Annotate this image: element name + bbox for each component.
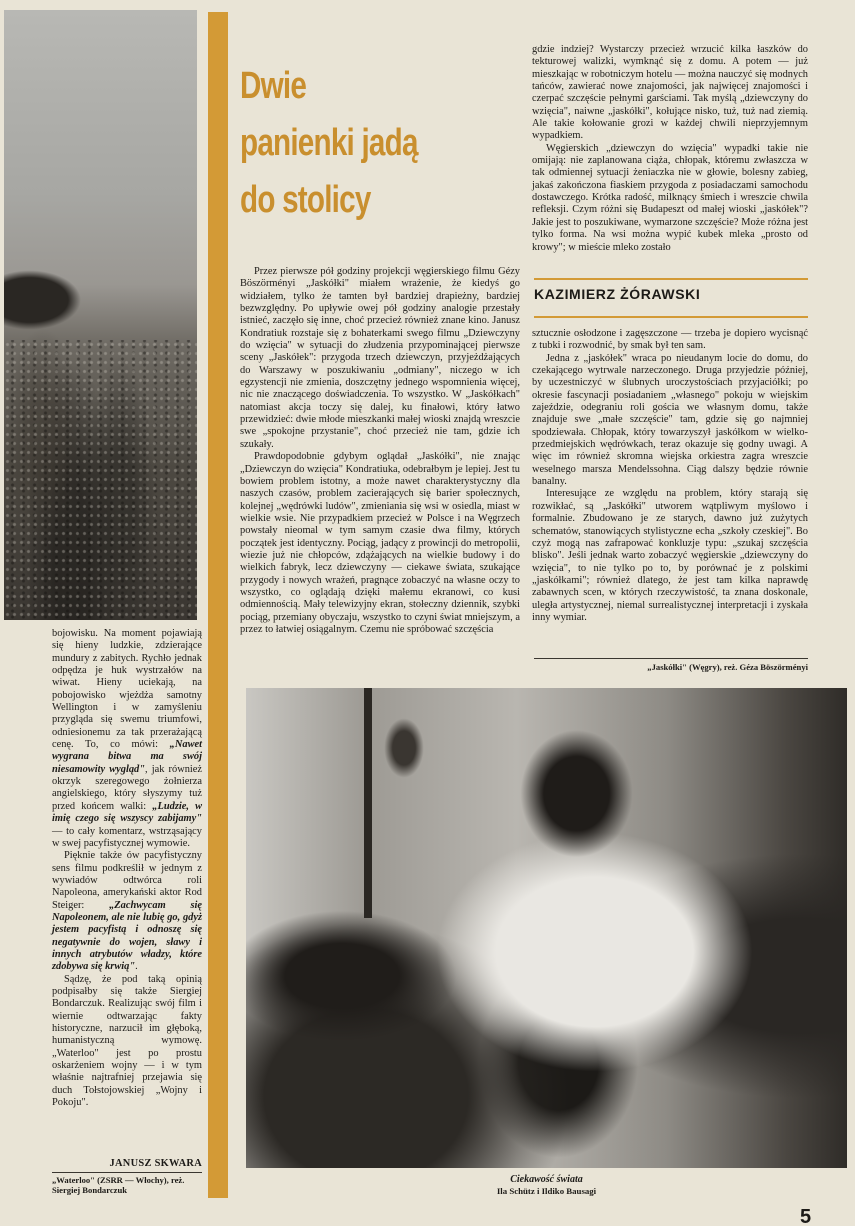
page-number: 5 — [800, 1206, 812, 1226]
title-line-1: Dwie — [240, 65, 307, 107]
article-paragraph: gdzie indziej? Wystarczy przecież wrzucić kilka łaszków do tekturowej walizki, wymknąć się z domu. A potem — już mieszkając w robotniczym hotelu — można nauczyć się modnych tańców, zawierać nowe znajomości, jak najwięcej znajomości i czerpać szczęście pełnymi garściami. Tak myślą „dziewczyny do wzięcia", naiwne „jaskółki", kołujące nisko, tuż, tuż nad ziemią. Ale takie kołowanie grozi w każdej chwili nieprzyjemnym wypadkiem. — [532, 44, 808, 142]
jaskolki-credit: „Jaskółki" (Węgry), reż. Géza Böszörményi — [647, 662, 808, 672]
review-paragraph-1 — [52, 628, 202, 850]
credit-rule — [52, 1172, 202, 1173]
credit-rule — [534, 658, 808, 659]
caption-names: Ila Schütz i Ildiko Bausagi — [496, 1186, 597, 1196]
waterloo-review-column — [52, 628, 202, 1109]
title-line-3: do stolicy — [240, 179, 371, 221]
article-right-column-top — [532, 44, 808, 254]
article-paragraph: Jedna z „jaskółek" wraca po nieudanym locie do domu, do czekającego wytrwale narzeczonego. Druga przyjedzie później, by uczestniczyć w ślubnych uroczystościach przyjaciółki; po okresie fascynacji posiadaniem „własnego" pokoju w wiejskim zajeździe, odegraniu roli gościa we własnym domu, także znajduje swe „małe szczęście" tam, gdzie się go najmniej spodziewała. Chłopak, który towarzyszył jaskółkom w wielko-przedmiejskich wędrówkach, teraz okazuje się godny uwagi. A więc im również skromna wiejska orkiestra zagra wreszcie weselnego marsza Mendelssohna. Ciąg dalszy będzie równie banalny. — [532, 352, 808, 488]
review-paragraph-2 — [52, 850, 202, 973]
quote-run: „Ludzie, w imię czego się wszyscy zabijamy" — [52, 800, 203, 825]
photo-lamp-post — [364, 688, 372, 918]
quote-run: „Nawet wygrana bitwa ma swój niesamowity wygląd" — [52, 739, 202, 775]
text-run: — to cały komentarz, wstrząsający w swej pacyfistycznej wymowie. — [52, 825, 202, 849]
photo-figure — [4, 265, 90, 335]
article-paragraph: Interesujące ze względu na problem, który starają się rozwikłać, są „Jaskółki" utworem wątpliwym myślowo i formalnie. Zbudowano je ze starych, dawno już zużytych schematów, stanowiących stylistyczne echa „szkoły czeskiej". Bo czyż mogą nas zafrapować konkluzje typu: „szukaj szczęścia blisko". Jeśli jednak warto zobaczyć węgierskie „dziewczyny do wzięcia", to nie tylko po to, by porównać je z polskimi „jaskółkami"; również dlatego, że jest tam kilka naprawdę zabawnych scen, w których rzeczywistość, ta znana doskonale, uległa artystycznej, niemal surrealistycznej interpretacji i zyskała inny wymiar. — [532, 488, 808, 623]
article-paragraph: sztucznie osłodzone i zagęszczone — trzeba je dopiero wycisnąć z tubki i rozwodnić, by smak był ten sam. — [532, 328, 808, 352]
article-paragraph: Węgierskich „dziewczyn do wzięcia" wypadki takie nie omijają: nie zaplanowana ciąża, chłopak, któremu zwłaszcza w tak odmiennej sytuacji żeniaczka nie w głowie, bolesny zabieg, jakaś zakończona fiaskiem przygoda z posiadaczami samochodu dostawczego. Krótka radość, milknący śmiech i wreszcie chwila refleksji. Czym różni się Budapeszt od małej wioski „jaskółek"? Jakie jest to poszukiwane, wymarzone szczęście? Może różna jest tylko forma. Na wsi można wypić kubek mleka „prosto od krowy"; w mieście mleko zostało — [532, 142, 808, 253]
waterloo-photo — [4, 10, 197, 620]
text-run: . — [135, 961, 138, 973]
text-run: Pięknie także ów pacyfistyczny sens filmu podkreślił w jednym z wywiadów odtwórca roli Napoleona, amerykański aktor Rod Steiger: — [52, 850, 202, 911]
quote-run: „Zachwycam się Napoleonem, ale nie lubię go, gdyż jestem pacyfistą i odnoszę się negatywnie do wojen, sławy i innych atrybutów władzy, które zdobywa się krwią" — [52, 899, 202, 973]
review-author: JANUSZ SKWARA — [109, 1158, 202, 1169]
article-byline: KAZIMIERZ ŻÓRAWSKI — [534, 286, 701, 302]
jaskolki-still-photo — [246, 688, 847, 1168]
photo-texture — [4, 340, 197, 620]
article-right-column-bottom — [532, 328, 808, 624]
caption-title: Ciekawość świata — [510, 1174, 583, 1185]
title-line-2: panienki jadą — [240, 122, 418, 164]
byline-rule-bottom — [534, 316, 808, 318]
article-paragraph: Przez pierwsze pół godziny projekcji węgierskiego filmu Gézy Böszörményi „Jaskółki" miałem wrażenie, że kiedyś go widziałem, tylko że tamten był bardziej drapieżny, bardziej bezwzględny. Po upływie owej pół godziny analogie przestały istnieć, zaczęło się inne, choć przecież również znane kino. Janusz Kondratiuk rozstaje się z bohaterkami swego filmu „Dziewczyny do wzięcia" w sytuacji do złudzenia przypominającej pierwsze sceny „Jaskółek": przygoda trzech dziewczyn, przyjeżdżających do Warszawy w poszukiwaniu „odmiany", niczego w ich egzystencji nie zmienia, doszczętny jednego wspomnienia więcej, nic nie znaczącego doświadczenia. To wszystko. W „Jaskółkach" natomiast akcja toczy się dalej, ku finałowi, który łatwo przewidzieć: dwie młode mieszkanki małej wioski znajdą wreszcie swe „spokojne przystanie", choć przecież nie tam, gdzie ich szukały. — [240, 266, 520, 450]
text-run: bojowisku. Na moment pojawiają się hieny ludzkie, zdzierające mundury z zabitych. Rychło jednak odpędza je huk wystrzałów na wiwat. Hieny uciekają, na pobojowisko wjeżdża samotny Wellington i w zamyśleniu przygląda się swemu triumfowi, odniesionemu za tak przerażającą cenę. To, co mówi: — [52, 628, 202, 751]
review-paragraph-3: Sądzę, że pod taką opinią podpisałby się także Siergiej Bondarczuk. Realizując swój film i wiernie odtwarzając fakty historyczne, narzucił im głęboką, humanistyczną wymowę. „Waterloo" jest po prostu oskarżeniem wojny — i w tym właśnie najtrafniej przejawia się duch Tołstojowskiej „Wojny i Pokoju". — [52, 973, 202, 1109]
byline-rule-top — [534, 278, 808, 280]
article-title — [240, 58, 451, 229]
photo-caption — [246, 1174, 847, 1196]
waterloo-credit: „Waterloo" (ZSRR — Włochy), reż. Siergiej Bondarczuk — [52, 1175, 185, 1195]
text-run: , jak również okrzyk szeregowego żołnierza angielskiego, który słyszymy tuż przed końcem walki: — [52, 763, 202, 812]
article-middle-column — [240, 266, 520, 636]
article-paragraph: Prawdopodobnie gdybym oglądał „Jaskółki", nie znając „Dziewczyn do wzięcia" Kondratiuka, odebrałbym je lepiej. Jest tu bowiem problem istotny, a może nawet charakterystyczny dla naszych czasów, problem zacierających się barier społecznych, kolejnej „wędrówki ludów", zmieniania się wsi w osiedla, miast w wielkie wsie. Nie przypadkiem przecież w Polsce i na Węgrzech powstały nieomal w tym samym czasie dwa filmy, których początek jest identyczny. Pociąg, jadący z prowincji do metropolii, wiezie już nie chłopców, zdążających na wielkie budowy i do wielkich fabryk, lecz dziewczyny — ciekawe świata, szukające przygody i nowych wrażeń, pragnące zobaczyć na własne oczy to wszystko, co oglądają dzięki małemu ekranowi, co kusi odmiennością. Mały telewizyjny ekran, stołeczny dziennik, szybki pociąg, przemiany obyczaju, wszystko to czyni świat mniejszym, a przez to łatwiej osiągalnym. Czemu nie spróbować szczęścia — [240, 451, 520, 635]
photo-lamp — [384, 718, 424, 778]
orange-divider — [208, 12, 228, 1198]
